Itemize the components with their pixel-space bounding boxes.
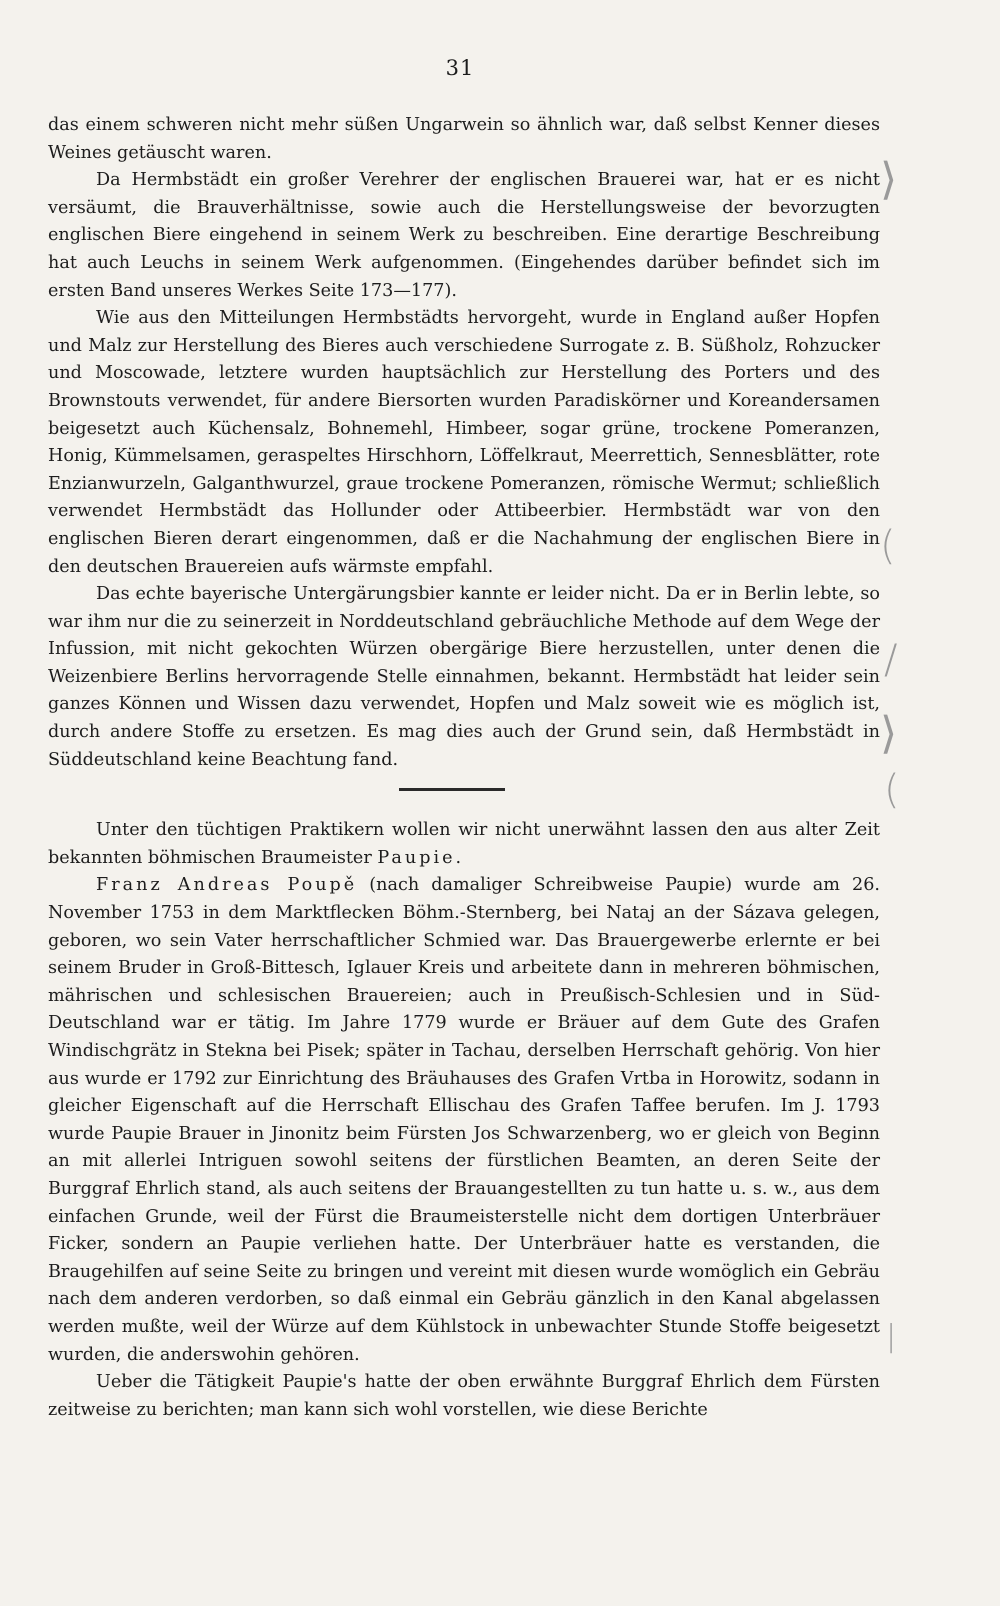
margin-bracket-mark: ( bbox=[880, 523, 896, 569]
body-text bbox=[48, 112, 880, 1424]
paragraph: Wie aus den Mitteilungen Hermbstädts hervorgeht, wurde in England außer Hopfen und Malz zur Herstellung des Bieres auch verschiedene Surrogate z. B. Süßholz, Rohzucker und Moscowade, letztere wurden hauptsächlich zur Herstellung des Porters und des Brownstouts verwendet, für andere Biersorten wurden Paradiskörner und Koreandersamen beigesetzt auch Küchensalz, Bohnemehl, Himbeer, sogar grüne, trockene Pomeranzen, Honig, Kümmelsamen, geraspeltes Hirschhorn, Löffelkraut, Meerrettich, Sennesblätter, rote Enzianwurzeln, Galganthwurzel, graue trockene Pomeranzen, römische Wermut; schließlich verwendet Hermbstädt das Hollunder oder Attibeerbier. Hermbstädt war von den englischen Bieren derart eingenommen, daß er die Nachahmung der englischen Biere in den deutschen Brauereien aufs wärmste empfahl. bbox=[48, 308, 880, 577]
paragraph: Das echte bayerische Untergärungsbier kannte er leider nicht. Da er in Berlin lebte, so war ihm nur die zu seinerzeit in Norddeutschland gebräuchliche Methode auf dem Wege der Infussion, mit nicht gekochten Würzen obergärige Biere herzustellen, unter denen die Weizenbiere Berlins hervorragende Stelle einnahmen, bekannt. Hermbstädt hat leider sein ganzes Können und Wissen dazu verwendet, Hopfen und Malz soweit wie es möglich ist, durch andere Stoffe zu ersetzen. Es mag dies auch der Grund sein, daß Hermbstädt in Süddeutschland keine Beachtung fand. bbox=[48, 584, 880, 770]
margin-bracket-mark: ( bbox=[884, 767, 900, 813]
section-divider bbox=[399, 788, 505, 791]
name-paupie: Paupie bbox=[377, 847, 456, 868]
paragraph bbox=[48, 817, 880, 872]
margin-bracket-mark: ⟩ bbox=[880, 708, 898, 759]
margin-bracket-mark: ⟩ bbox=[880, 154, 898, 205]
margin-bracket-mark: / bbox=[884, 637, 898, 683]
name-franz-andreas-poupe: Franz Andreas Poupě bbox=[96, 875, 358, 896]
paragraph: Ueber die Tätigkeit Paupie's hatte der oben erwähnte Burggraf Ehrlich dem Fürsten zeitweise zu berichten; man kann sich wohl vorstellen, wie diese Berichte bbox=[48, 1372, 880, 1420]
paragraph-text: Unter den tüchtigen Praktikern wollen wir nicht unerwähnt lassen den aus alter Zeit bekannten böhmischen Braumeister bbox=[48, 820, 880, 868]
paragraph: Da Hermbstädt ein großer Verehrer der englischen Brauerei war, hat er es nicht versäumt, die Brauverhältnisse, sowie auch die Herstellungsweise der bevorzugten englischen Biere eingehend in seinem Werk zu beschreiben. Eine derartige Beschreibung hat auch Leuchs in seinem Werk aufgenommen. (Eingehendes darüber befindet sich im ersten Band unseres Werkes Seite 173—177). bbox=[48, 170, 880, 301]
paragraph-end: . bbox=[455, 847, 462, 868]
paragraph: das einem schweren nicht mehr süßen Ungarwein so ähnlich war, daß selbst Kenner dieses Weines getäuscht waren. bbox=[48, 115, 880, 163]
page-number: 31 bbox=[445, 56, 475, 80]
paragraph-text: (nach damaliger Schreibweise Paupie) wurde am 26. November 1753 in dem Marktflecken Böhm.-Sternberg, bei Nataj an der Sázava gelegen, geboren, wo sein Vater herrschaftlicher Schmied war. Das Brauergewerbe erlernte er bei seinem Bruder in Groß-Bittesch, Iglauer Kreis und arbeitete dann in mehreren böhmischen, mährischen und schlesischen Brauereien; auch in Preußisch-Schlesien und in Süd-Deutschland war er tätig. Im Jahre 1779 wurde er Bräuer auf dem Gute des Grafen Windischgrätz in Stekna bei Pisek; später in Tachau, derselben Herrschaft gehörig. Von hier aus wurde er 1792 zur Einrichtung des Bräuhauses des Grafen Vrtba in Horowitz, sodann in gleicher Eigenschaft auf die Herrschaft Ellischau des Grafen Taffee berufen. Im J. 1793 wurde Paupie Brauer in Jinonitz beim Fürsten Jos Schwarzenberg, wo er gleich von Beginn an mit allerlei Intriguen sowohl seitens der fürstlichen Beamten, an deren Seite der Burggraf Ehrlich stand, als auch seitens der Brauangestellten zu tun hatte u. s. w., aus dem einfachen Grunde, weil der Fürst die Braumeisterstelle nicht dem dortigen Unterbräuer Ficker, sondern an Paupie verliehen hatte. Der Unterbräuer hatte es verstanden, die Braugehilfen auf seine Seite zu bringen und vereint mit diesen wurde womöglich ein Gebräu nach dem anderen verdorben, so daß einmal ein Gebräu gänzlich in den Kanal abgelassen werden mußte, weil der Würze auf dem Kühlstock in unbewachter Stunde Stoffe beigesetzt wurden, die anderswohin gehören. bbox=[48, 875, 880, 1365]
paragraph bbox=[48, 872, 880, 1369]
margin-bracket-mark: | bbox=[886, 1319, 897, 1354]
